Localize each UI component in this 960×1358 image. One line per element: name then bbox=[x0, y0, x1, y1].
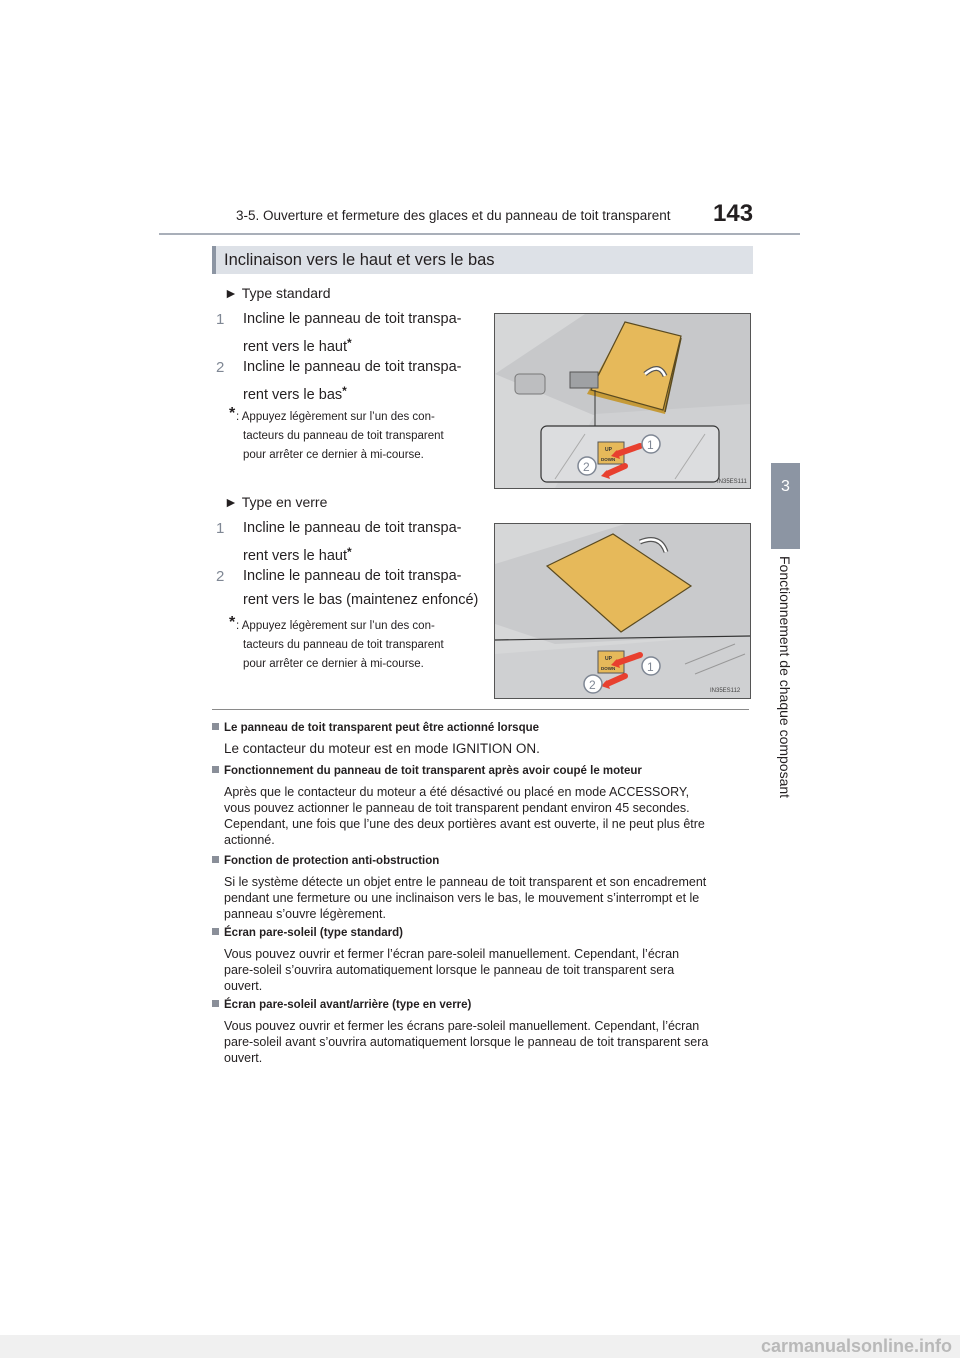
chapter-number: 3 bbox=[781, 478, 790, 495]
chapter-tab bbox=[771, 463, 800, 549]
step-number-2: 2 bbox=[216, 359, 225, 376]
svg-text:UP: UP bbox=[605, 656, 612, 662]
note-body: Si le système détecte un objet entre le panneau de toit transparent et son encadrement pendant une fermeture ou une inclinaison vers le bas, le mouvement s’interrompt et le panneau s’ouvre légèrement. bbox=[224, 875, 707, 921]
step-number-1: 1 bbox=[216, 311, 225, 328]
note-body: Vous pouvez ouvrir et fermer l’écran pare-soleil manuellement. Cependant, l’écran pare-soleil s’ouvrira automatiquement lorsque le panneau de toit transparent sera ouvert. bbox=[224, 947, 680, 993]
triangle-bullet-icon: ► bbox=[224, 494, 242, 510]
svg-text:DOWN: DOWN bbox=[601, 457, 616, 462]
standard-type-label: ► Type standard bbox=[224, 285, 331, 301]
svg-text:1: 1 bbox=[647, 660, 654, 674]
section-title: Inclinaison vers le haut et vers le bas bbox=[224, 251, 495, 269]
standard-step-1: Incline le panneau de toit transpa- rent vers le haut* bbox=[243, 311, 462, 355]
standard-sunroof-illustration bbox=[494, 313, 751, 489]
square-bullet-icon bbox=[212, 928, 219, 935]
note-heading: Fonctionnement du panneau de toit transparent après avoir coupé le moteur bbox=[212, 765, 642, 777]
note-body: Le contacteur du moteur est en mode IGNITION ON. bbox=[224, 741, 540, 756]
glass-step-2: Incline le panneau de toit transpa- rent vers le bas (maintenez enfoncé) bbox=[243, 568, 479, 608]
glass-type-label: ► Type en verre bbox=[224, 494, 328, 510]
square-bullet-icon bbox=[212, 856, 219, 863]
svg-text:2: 2 bbox=[589, 678, 596, 692]
note-body: Après que le contacteur du moteur a été désactivé ou placé en mode ACCESSORY, vous pouvez actionner le panneau de toit transparent pendant environ 45 secondes. Cependant, une fois que l’une des deux portières avant est ouverte, il ne peut plus être actionné. bbox=[224, 785, 705, 847]
separator-rule bbox=[212, 709, 749, 710]
watermark-logo[interactable]: carmanualsonline.info bbox=[760, 1336, 952, 1356]
svg-text:IN35ES112: IN35ES112 bbox=[710, 688, 741, 694]
step-number-1: 1 bbox=[216, 520, 225, 537]
triangle-bullet-icon: ► bbox=[224, 285, 242, 301]
standard-footnote: : Appuyez légèrement sur l’un des con- tacteurs du panneau de toit transparent pour arrêter ce dernier à mi-course. bbox=[236, 411, 444, 461]
svg-text:1: 1 bbox=[647, 438, 654, 452]
step-number-2: 2 bbox=[216, 568, 225, 585]
glass-footnote: : Appuyez légèrement sur l’un des con- tacteurs du panneau de toit transparent pour arrêter ce dernier à mi-course. bbox=[236, 620, 444, 670]
header-rule bbox=[159, 233, 800, 235]
svg-text:DOWN: DOWN bbox=[601, 666, 616, 671]
note-heading: Le panneau de toit transparent peut être actionné lorsque bbox=[212, 722, 539, 734]
footnote-star: * bbox=[229, 614, 236, 631]
running-header-title: 3-5. Ouverture et fermeture des glaces et du panneau de toit transparent bbox=[236, 208, 671, 223]
svg-text:2: 2 bbox=[583, 460, 590, 474]
note-heading: Fonction de protection anti-obstruction bbox=[212, 855, 439, 867]
svg-text:IN35ES111: IN35ES111 bbox=[717, 479, 747, 485]
square-bullet-icon bbox=[212, 766, 219, 773]
svg-text:UP: UP bbox=[605, 447, 612, 453]
note-body: Vous pouvez ouvrir et fermer les écrans pare-soleil manuellement. Cependant, l’écran pare-soleil avant s’ouvrira automatiquement lorsque le panneau de toit transparent sera ouvert. bbox=[224, 1019, 709, 1065]
standard-step-2: Incline le panneau de toit transpa- rent vers le bas* bbox=[243, 359, 462, 403]
glass-sunroof-illustration bbox=[494, 523, 751, 699]
page-number: 143 bbox=[713, 200, 754, 227]
glass-step-1: Incline le panneau de toit transpa- rent vers le haut* bbox=[243, 520, 462, 564]
note-heading: Écran pare-soleil avant/arrière (type en verre) bbox=[212, 999, 471, 1011]
chapter-title: Fonctionnement de chaque composant bbox=[777, 556, 793, 799]
square-bullet-icon bbox=[212, 723, 219, 730]
note-heading: Écran pare-soleil (type standard) bbox=[212, 927, 403, 939]
footnote-star: * bbox=[229, 405, 236, 422]
square-bullet-icon bbox=[212, 1000, 219, 1007]
